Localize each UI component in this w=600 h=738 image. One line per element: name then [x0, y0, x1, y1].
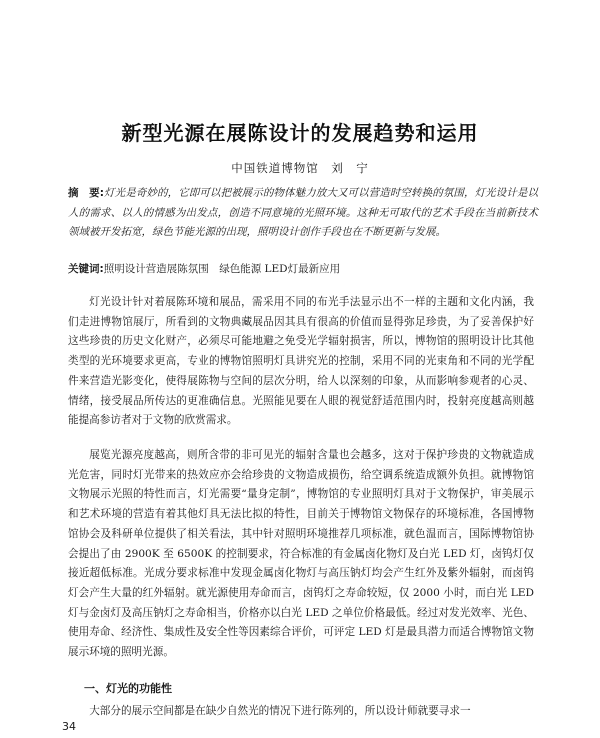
section-heading: 一、灯光的功能性 [84, 682, 172, 695]
page-number: 34 [62, 720, 76, 733]
body-paragraph-1-wrapper [68, 293, 534, 431]
author-affiliation: 中国铁道博物馆 刘 宁 [231, 161, 369, 175]
keywords-label: 关键词: [68, 263, 104, 275]
abstract-label: 摘 要: [68, 187, 104, 199]
section-paragraph: 大部分的展示空间都是在缺少自然光的情况下进行陈列的，所以设计师就要寻求一 [89, 705, 471, 717]
abstract [68, 184, 538, 243]
body-paragraph: 灯光设计针对着展陈环境和展品，需采用不同的布光手法显示出不一样的主题和文化内涵，我们走进博物馆展厅，所看到的文物典藏展品因其具有很高的价值而显得弥足珍贵，为了妥善保护好这些珍贵的历史文化财产，必须尽可能地避之免受光学辐射损害，所以，博物馆的照明设计比其他类型的光环境要求更高，专业的博物馆照明灯具讲究光的控制，采用不同的光束角和不同的光学配件来营造光影变化，使得展陈物与空间的层次分明，给人以深刻的印象，从而影响参观者的心灵、情绪，接受展品所传达的更准确信息。光照能见要在人眼的视觉舒适范围内时，投射亮度越高则越能提高参访者对于文物的欣赏需求。 [68, 296, 534, 427]
article-title: 新型光源在展陈设计的发展趋势和运用 [121, 121, 479, 145]
abstract-text: 灯光是奇妙的，它即可以把被展示的物体魅力放大又可以营造时空转换的氛围，灯光设计是以人的需求、以人的情感为出发点，创造不同意境的光照环境。这种无可取代的艺术手段在当前新技术领域被开发拓宽，绿色节能光源的出现，照明设计创作手段也在不断更新与发展。 [68, 187, 539, 238]
section-paragraph-wrapper [68, 702, 534, 722]
keywords-text: 照明设计营造展陈氛围 绿色能源 LED灯最新应用 [103, 263, 341, 275]
keywords [68, 262, 538, 277]
body-paragraph: 展览光源亮度越高，则所含带的非可见光的辐射含量也会越多，这对于保护珍贵的文物就造成光危害，同时灯光带来的热效应亦会给珍贵的文物造成损伤，给空调系统造成额外负担。就博物馆文物展示光照的特性而言，灯光需要“量身定制”，博物馆的专业照明灯具对于文物保护，审美展示和艺术环境的营造有着其他灯具无法比拟的特性，目前关于博物馆文物保存的环境标准，各国博物馆协会及科研单位提供了相关看法，其中针对照明环境推荐几项标准，就色温而言，国际博物馆协会提出了由 2900K 至 6500K 的控制要求，符合标准的有金属卤化物灯及白光 LED 灯，卤钨灯仅接近超低标准。光成分要求标准中发现金属卤化物灯与高压钠灯均会产生红外及紫外辐射，而卤钨灯会产生大量的红外辐射。就光源使用寿命而言，卤钨灯之寿命较短，仅 2000 小时，而白光 LED 灯与金卤灯及高压钠灯之寿命相当，价格亦以白光 LED 之单位价格最低。经过对发光效率、光色、使用寿命、经济性、集成性及安全性等因素综合评价，可评定 LED 灯是最具潜力而适合博物馆文物展示环境的照明光源。 [68, 449, 534, 659]
body-paragraph-2-wrapper [68, 446, 534, 663]
